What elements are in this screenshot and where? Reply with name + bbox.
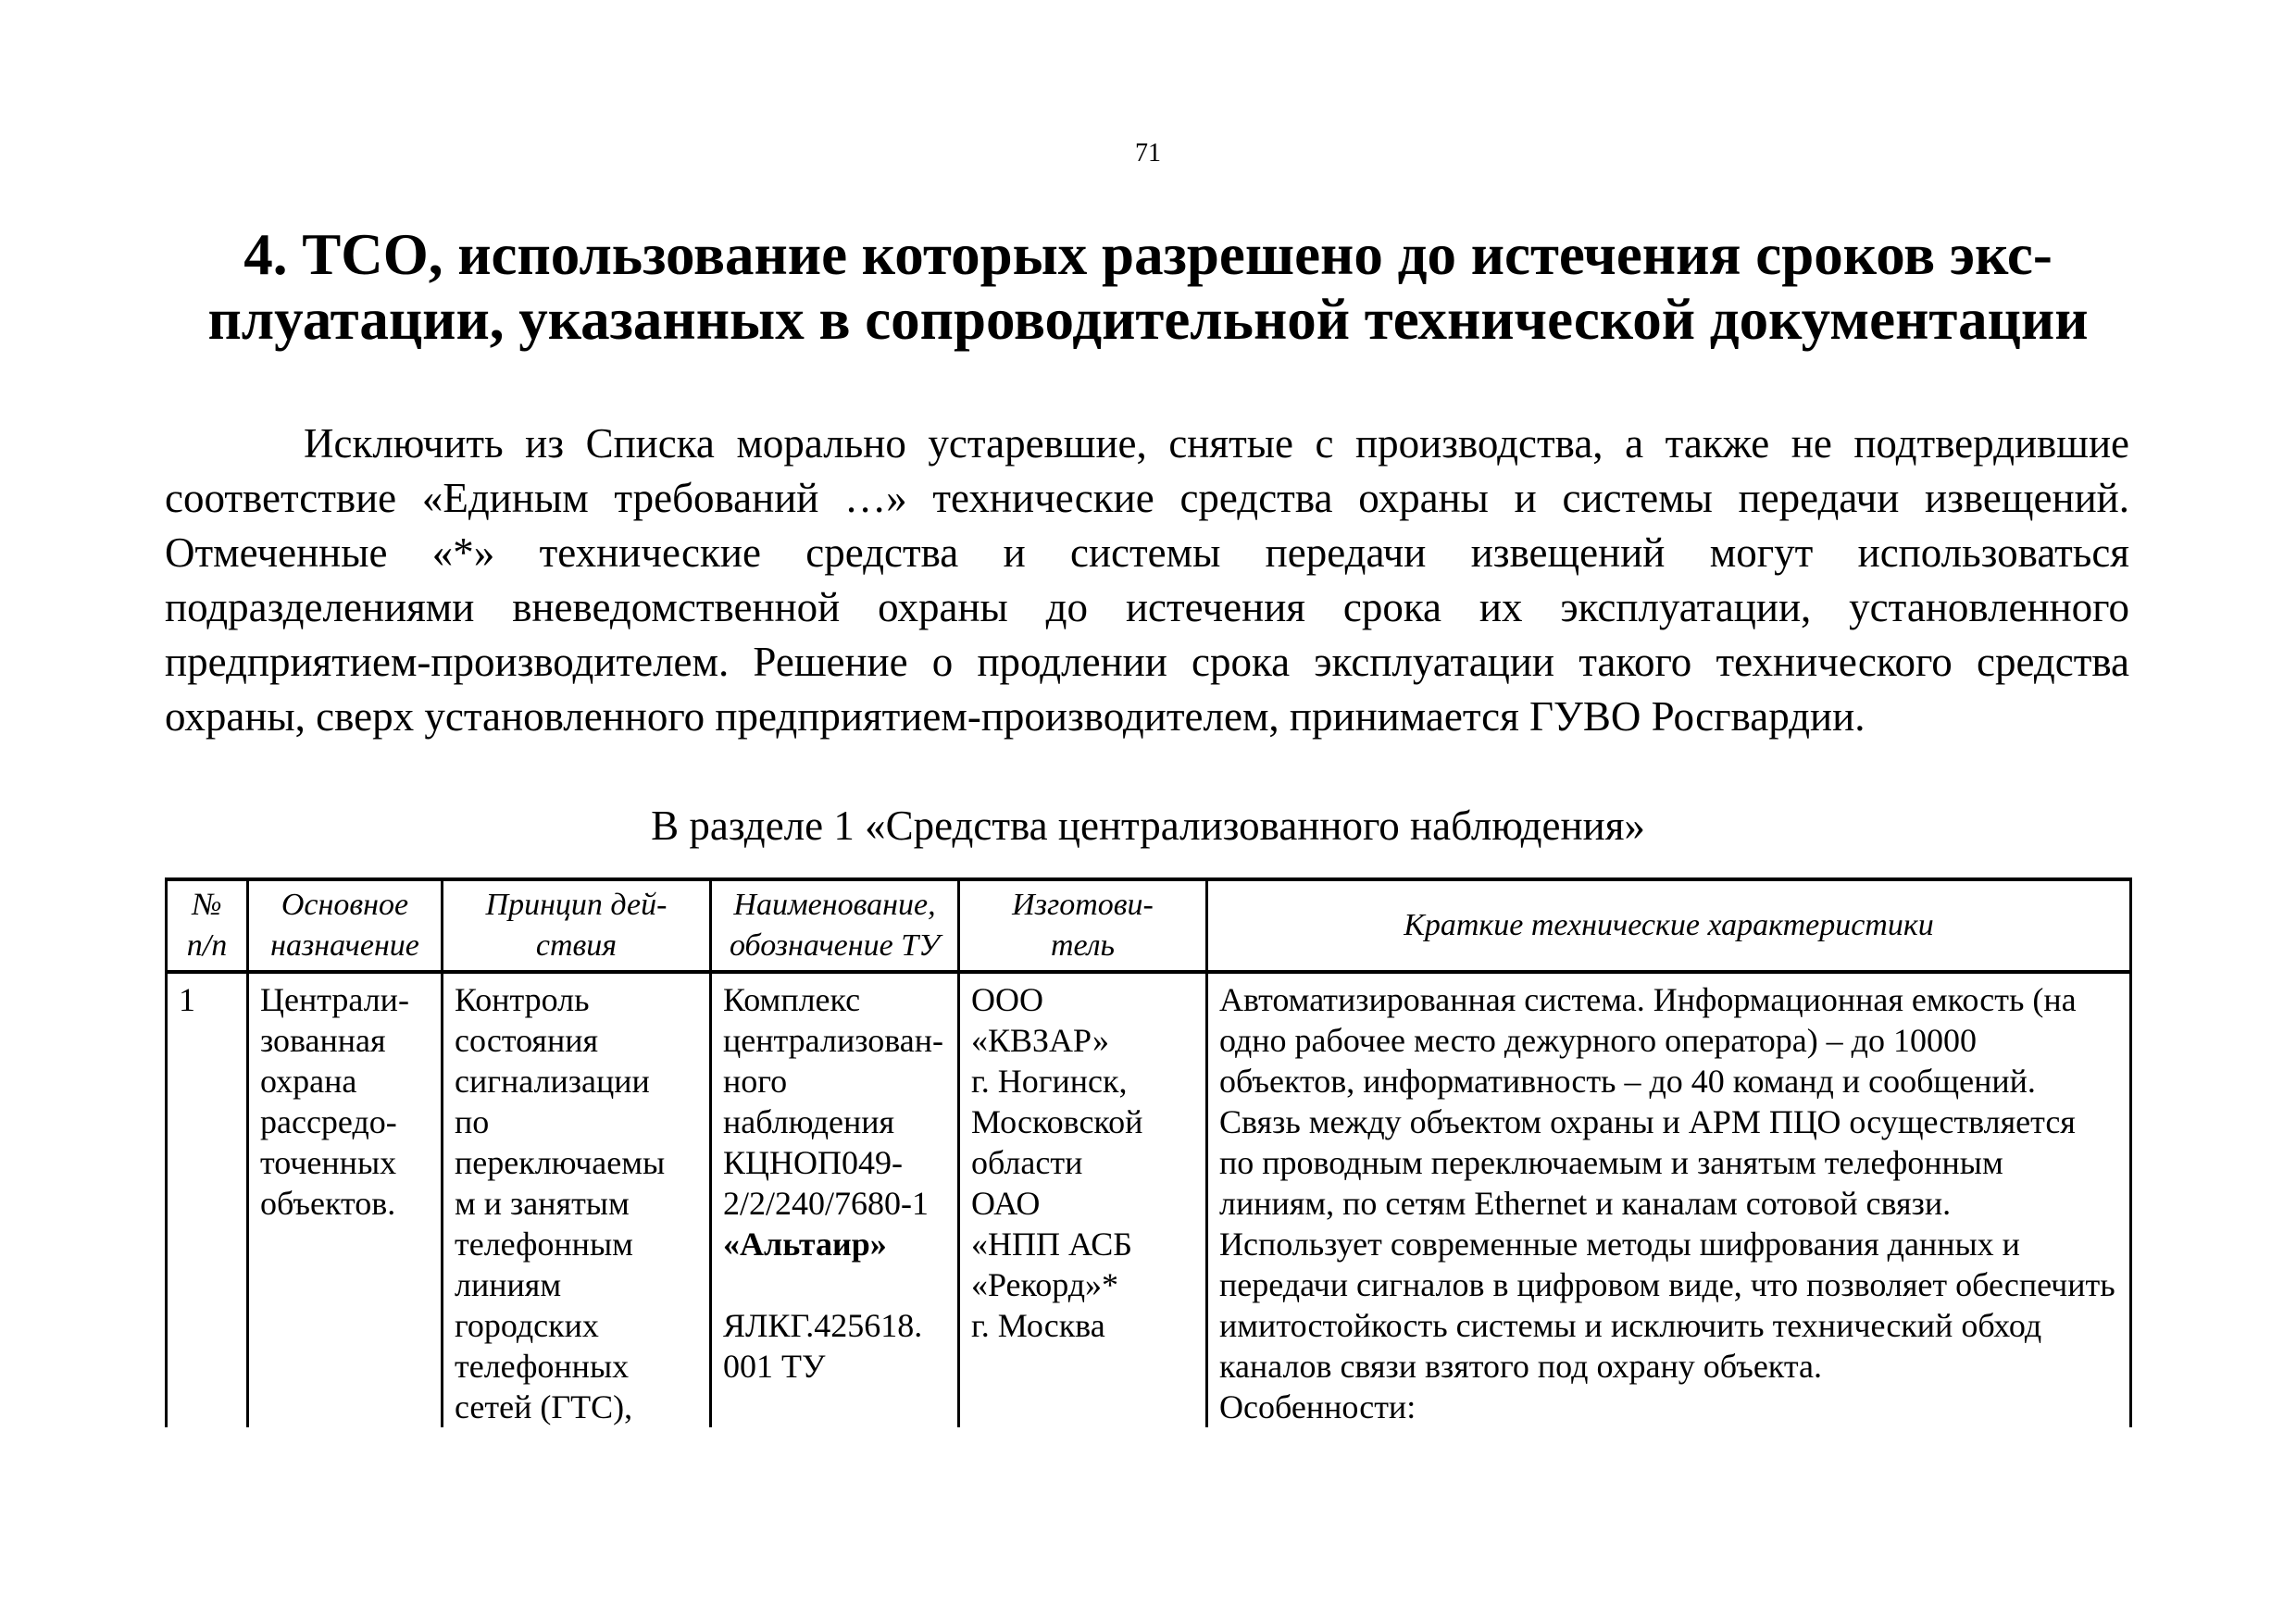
header-purpose: Основное назначение	[248, 879, 443, 972]
header-name: Наименование, обозначение ТУ	[711, 879, 959, 972]
header-num: № п/п	[167, 879, 248, 972]
header-specs: Краткие технические характеристики	[1207, 879, 2131, 972]
cell-num: 1	[167, 972, 248, 1427]
header-maker: Изготови- тель	[959, 879, 1207, 972]
features-label: Особенности:	[1219, 1388, 1416, 1425]
cell-principle: Контроль состояния сигнализации по переключаемы м и занятым телефонным линиям городских телефонных сетей (ГТС),	[443, 972, 711, 1427]
cell-name: Комплекс централизован- ного наблюдения КЦНОП049- 2/2/240/7680-1 «Альтаир» ЯЛКГ.425618. 001 ТУ	[711, 972, 959, 1427]
table-row	[167, 972, 2131, 1427]
header-principle: Принцип дей- ствия	[443, 879, 711, 972]
specs-description: Автоматизированная система. Информационная емкость (на одно рабочее место дежурного оператора) – до 10000 объектов, информативность – до 40 команд и сообщений. Связь между объектом охраны и АРМ ПЦО осуществляется по проводным переключаемым и занятым телефонным линиям, по сетям Ethernet и каналам сотовой связи. Использует современные методы шифрования данных и передачи сигналов в цифровом виде, что позволяет обеспечить имитостойкость системы и исключить технический обход каналов связи взятого под охрану объекта.	[1219, 981, 2115, 1385]
table-caption: В разделе 1 «Средства централизованного наблюдения»	[651, 803, 1645, 849]
heading-line: плуатации, указанных в сопроводительной технической документации	[207, 287, 2089, 352]
cell-specs	[1207, 972, 2131, 1427]
intro-paragraph: Исключить из Списка морально устаревшие, снятые с производства, а также не подтвердившие соответствие «Единым требований …» технические средства охраны и системы передачи извещений. Отмеченные «*» технические средства и системы передачи извещений могут использоваться подразделениями вневедомственной охраны до истечения срока их эксплуатации, установленного предприятием-производителем. Решение о продлении срока эксплуатации такого технического средства охраны, сверх установленного предприятием-производителем, принимается ГУВО Росгвардии.	[165, 420, 2129, 740]
section-heading	[167, 222, 2129, 352]
page-number: 71	[1135, 139, 1161, 168]
cell-maker: ООО «КВЗАР» г. Ногинск, Московской области ОАО «НПП АСБ «Рекорд»* г. Москва	[959, 972, 1207, 1427]
equipment-table	[165, 877, 2132, 1427]
heading-line: 4. ТСО, использование которых разрешено до истечения сроков экс-	[243, 222, 2053, 287]
cell-purpose: Централи- зованная охрана рассредо- точенных объектов.	[248, 972, 443, 1427]
product-name: «Альтаир»	[723, 1226, 887, 1263]
table-header-row	[167, 879, 2131, 972]
